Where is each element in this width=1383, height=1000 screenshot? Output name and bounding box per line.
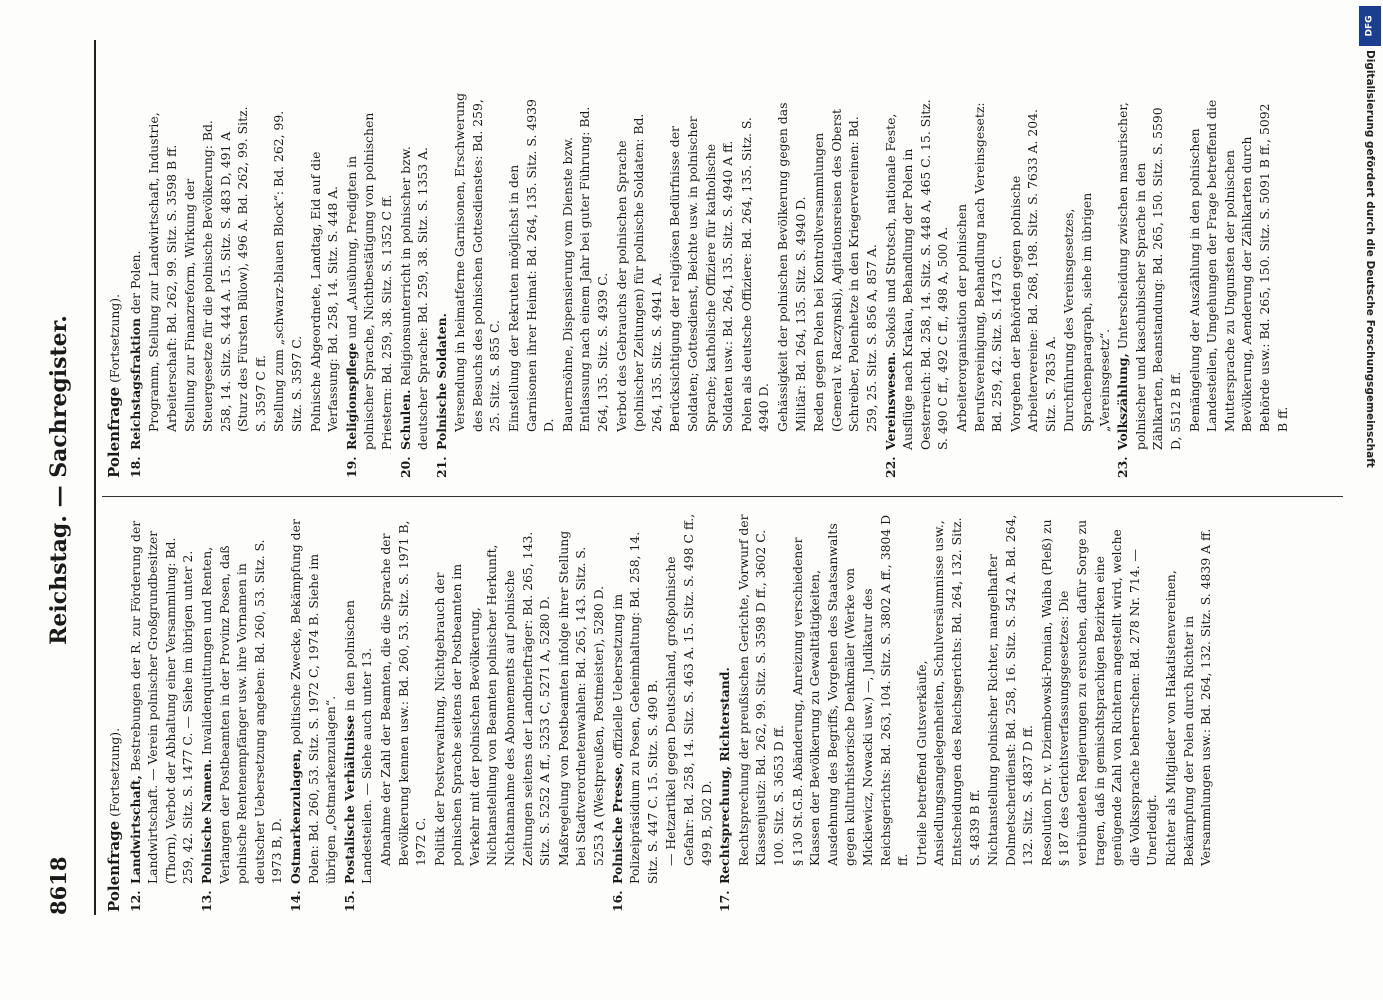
entry-text: Verbot des Gebrauchs der polnischen Sprache (polnischer Zeitungen) für polnische Soldaten: Bd. 264, 135. Sitz. S. 4941 A. xyxy=(613,113,664,432)
item-body xyxy=(882,93,1115,450)
entry-text: — Hetzartikel gegen Deutschland, großpolnische Gefahr: Bd. 258, 14. Sitz. S. 463 A. 15. Sitz. S. 498 C ff., 499 B, 502 D. xyxy=(663,513,714,866)
index-entry xyxy=(984,512,1037,884)
entry-title: Volkszählung, xyxy=(1115,353,1131,450)
entry-title: Postalische Verhältnisse xyxy=(341,714,357,884)
entry-text: und „Ausübung, Predigten in polnischer Sprache, Nichtbestätigung von polnischen Priestern: Bd. 259, 38. Sitz. S. 1352 C ff. xyxy=(343,112,394,450)
item-number: 12. xyxy=(127,890,143,912)
index-entry xyxy=(810,93,880,450)
entry-text: Stellung zum „schwarz-blauen Block“: Bd. 262, 99. Sitz. S. 3597 C. xyxy=(271,110,304,432)
index-entry xyxy=(1060,93,1113,450)
index-entry xyxy=(953,93,1006,450)
entry-list xyxy=(127,512,1216,912)
index-entry xyxy=(270,93,305,450)
item-number: 18. xyxy=(127,456,143,478)
column-divider xyxy=(102,496,1343,497)
item-number: 20. xyxy=(397,456,413,478)
index-entry xyxy=(431,512,554,884)
index-entry xyxy=(433,93,451,450)
entry-text: Reden gegen Polen bei Kontrollversammlungen (General v. Raczynski), Agitationsreisen des Oberst Schreiber, Polenhetze in den Kriegervereinen: Bd. 259, 25. Sitz. S. 856 A, 857 A. xyxy=(811,108,879,432)
entry-text: in den polnischen Landesteilen. — Siehe auch unter 13. xyxy=(341,600,375,884)
index-entry xyxy=(1007,93,1060,450)
entry-title: Schulen. xyxy=(397,389,413,450)
entry-title: Polnische Soldaten. xyxy=(433,313,449,450)
entry-title: Ostmarkenzulagen, xyxy=(287,748,303,884)
entry-text: Urteile betreffend Gutsverkäufe, Ansiedlungsangelegenheiten, Schulversäumnisse usw., Entscheidungen des Reichsgerichts: Bd. 264, 132. Sitz. S. 4839 B ff. xyxy=(913,517,982,866)
entry-text: § 130 St.G.B. Abänderung, Anreizung verschiedener Klassen der Bevölkerung zu Gewalttätigkeiten, Ausdehnung des Begriffs, Vorgehen des Staatsanwalts gegen kulturhistorische Denkmäler (Werke von Mickiewicz, Nowacki usw.) —, Judikatur des Reichsgerichts: Bd. 263, 104. Sitz. S. 3802 A ff., 3804 D ff. xyxy=(789,514,911,866)
dfg-logo xyxy=(1359,6,1381,46)
item-number: 19. xyxy=(343,456,359,478)
left-column xyxy=(106,512,1216,912)
index-entry xyxy=(774,93,809,450)
entry-text: Polnische Abgeordnete, Landtag, Eid auf die Verfassung: Bd. 258, 14. Sitz. S. 448 A. xyxy=(307,151,341,432)
index-entry xyxy=(181,93,269,450)
item-number: 14. xyxy=(287,890,303,912)
entry-text: Versendung in heimatferne Garnisonen, Erschwerung des Besuchs des polnischen Gottesdienstes: Bd. 259, 25. Sitz. S. 855 C. xyxy=(452,92,503,432)
head-continuation: (Fortsetzung). xyxy=(107,727,122,821)
index-item xyxy=(127,512,198,912)
entry-text: Bestrebungen der R. zur Förderung der Landwirtschaft. — Verein polnischer Großgrundbesitzer (Thorn), Verbot der Abhaltung einer Versammlung: Bd. 259, 42. Sitz. S. 1477 C. — Siehe im übrigen unter 2. xyxy=(127,520,196,884)
index-entry xyxy=(1114,93,1184,450)
entry-text: Abnahme der Zahl der Beamten, die die Sprache der Bevölkerung kennen usw.: Bd. 260, 53. Sitz. S. 1971 B, 1972 C. xyxy=(377,520,429,866)
index-entry xyxy=(735,512,788,884)
index-item xyxy=(198,512,287,912)
page-number: 8618 xyxy=(46,856,71,915)
entry-text: Stellung zur Finanzreform, Wirkung der Steuergesetze für die polnische Bevölkerung: Bd. 258, 14. Sitz. S. 444 A. 15. Sitz. S. 483 D, 491 A (Sturz des Fürsten Bülow), 496 A. Bd. 262, 99. Sitz. S. 3597 C ff. xyxy=(182,106,268,432)
index-entry xyxy=(451,93,504,450)
head-word: Polenfrage xyxy=(105,386,123,478)
running-title: Reichstag. — Sachregister. xyxy=(46,315,72,645)
index-entry xyxy=(127,93,145,450)
right-column xyxy=(106,93,1292,478)
index-entry xyxy=(127,512,197,884)
index-item xyxy=(397,93,433,478)
entry-text: Unterscheidung zwischen masurischer, polnischer und kaschubischer Sprache in den Zählkarten, Beanstandung: Bd. 265, 150. Sitz. S. 5590 D, 5512 B ff. xyxy=(1115,102,1184,450)
entry-text: Religionsunterricht in polnischer bzw. deutscher Sprache: Bd. 259, 38. Sitz. S. 1353 A. xyxy=(397,146,431,450)
index-entry xyxy=(609,512,662,884)
index-entry xyxy=(555,512,608,884)
item-number: 21. xyxy=(433,456,449,478)
index-item xyxy=(433,93,882,478)
index-entry xyxy=(789,512,912,884)
item-body xyxy=(341,512,609,884)
item-number: 13. xyxy=(198,890,214,912)
entry-text: Einstellung der Rekruten möglichst in den Garnisonen ihrer Heimat: Bd. 264, 135. Sitz. S. 4939 D. xyxy=(506,99,557,432)
item-number: 23. xyxy=(1115,456,1131,478)
item-body xyxy=(433,93,882,450)
index-entry xyxy=(343,93,396,450)
entry-title: Vereinswesen. xyxy=(882,351,898,450)
index-entry xyxy=(287,512,340,884)
item-body xyxy=(716,512,1216,884)
index-entry xyxy=(397,93,432,450)
entry-text: offizielle Uebersetzung im Polizeipräsidium zu Posen, Geheimhaltung: Bd. 258, 14. Sitz. S. 447 C. 15. Sitz. S. 490 B. xyxy=(609,531,660,884)
index-entry xyxy=(145,93,180,450)
entry-text: Arbeiterorganisation der polnischen Berufsvereinigung, Behandlung nach Vereinsgesetz: Bd. 259, 42. Sitz. S. 1473 C. xyxy=(953,102,1005,432)
entry-text: Polen als deutsche Offiziere: Bd. 264, 135. Sitz. S. 4940 D. xyxy=(738,117,772,432)
index-entry xyxy=(1162,512,1215,884)
index-entry xyxy=(1038,512,1161,884)
item-number: 16. xyxy=(609,890,625,912)
entry-title: Rechtsprechung, Richterstand. xyxy=(717,667,733,884)
item-number: 22. xyxy=(882,456,898,478)
header-rule xyxy=(94,40,96,915)
item-body xyxy=(609,512,717,884)
entry-title: Religionspflege xyxy=(343,342,359,450)
item-body xyxy=(397,93,433,450)
entry-title: Reichstagsfraktion xyxy=(127,318,143,450)
index-item xyxy=(716,512,1216,912)
item-number: 17. xyxy=(717,890,733,912)
index-item xyxy=(343,93,397,478)
item-body xyxy=(287,512,341,884)
index-entry xyxy=(666,93,736,450)
entry-text: Politik der Postverwaltung, Nichtgebrauch der polnischen Sprache seitens der Postbeamten im Verkehr mit der polnischen Bevölkerung, Nichtanstellung von Beamten polnischer Herkunft, Nichtannahme des Abonnements auf polnische Zeitungen seitens der Landbriefträger: Bd. 265, 143. Sitz. S. 5252 A ff., 5253 C, 5271 A, 5280 D. xyxy=(431,531,553,866)
item-body xyxy=(127,93,343,450)
entry-text: Vorgehen der Behörden gegen polnische Arbeitervereine: Bd. 268, 198. Sitz. S. 7633 A. 204. Sitz. S. 7835 A. xyxy=(1007,109,1058,432)
entry-text: Durchführung des Vereinsgesetzes, Sprachenparagraph, siehe im übrigen „Vereinsgesetz“. xyxy=(1061,192,1112,432)
index-entry xyxy=(613,93,666,450)
entry-title: Landwirtschaft, xyxy=(127,775,143,884)
page-header xyxy=(42,45,82,915)
entry-text: der Polen. xyxy=(127,250,143,319)
entry-text: Maßregelung von Postbeamten infolge ihrer Stellung bei Stadtverordnetenwahlen: Bd. 265, 143. Sitz. S. 5253 A (Westpreußen, Postmeister), 5280 D. xyxy=(555,530,607,866)
entry-text: Nichtanstellung polnischer Richter, mangelhafter Dolmetscherdienst: Bd. 258, 16. Sitz. S. 542 A. Bd. 264, 132. Sitz. S. 4837 D ff. xyxy=(985,514,1036,866)
index-entry xyxy=(882,93,952,450)
entry-list xyxy=(127,93,1293,478)
entry-title: Polnische Namen. xyxy=(198,758,214,884)
index-entry xyxy=(716,512,734,884)
index-entry xyxy=(505,93,558,450)
item-number: 15. xyxy=(341,890,357,912)
index-item xyxy=(341,512,609,912)
index-item xyxy=(287,512,341,912)
index-item xyxy=(127,93,343,478)
index-entry xyxy=(377,512,430,884)
item-body xyxy=(198,512,287,884)
index-entry xyxy=(913,512,983,884)
column-heading xyxy=(106,512,124,912)
entry-text: Programm, Stellung zur Landwirtschaft, Industrie, Arbeiterschaft: Bd. 262, 99. Sitz. S. 3598 B ff. xyxy=(146,112,179,432)
entry-text: Bauernsöhne, Dispensierung vom Dienste bzw. Entlassung nach einem Jahr bei guter Führung: Bd. 264, 135. Sitz. S. 4939 C. xyxy=(559,106,611,432)
entry-text: Richter als Mitglieder von Hakatistenvereinen, Bekämpfung der Polen durch Richter in Versammlungen usw.: Bd. 264, 132. Sitz. S. 4839 A ff. xyxy=(1163,528,1214,866)
item-body xyxy=(1114,93,1292,450)
item-body xyxy=(127,512,198,884)
entry-text: Berücksichtigung der religiösen Bedürfnisse der Soldaten; Gottesdienst, Beichte usw. in polnischer Sprache; katholische Offiziere für katholische Soldaten usw.: Bd. 264, 135. Sitz. S. 4940 A ff. xyxy=(667,116,736,432)
index-entry xyxy=(341,512,376,884)
entry-text: Sokols und Strotsch, nationale Feste, Ausflüge nach Krakau, Behandlung der Polen in Oesterreich: Bd. 258, 14. Sitz. S. 448 A, 465 C. 15. Sitz. S. 490 C ff., 492 C ff., 498 A, 500 A. xyxy=(882,99,951,450)
index-entry xyxy=(198,512,286,884)
item-body xyxy=(343,93,397,450)
digitization-note-text: Digitalisierung gefördert durch die Deutsche Forschungsgemeinschaft xyxy=(1364,50,1376,468)
entry-text: politische Zwecke, Bekämpfung der Polen: Bd. 260, 53. Sitz. S. 1972 C, 1974 B. Siehe im übrigen „Ostmarkenzulagen“. xyxy=(287,519,339,884)
index-entry xyxy=(559,93,612,450)
entry-text: Resolution Dr. v. Dziembowski-Pomian, Waiba (Pleß) zu § 187 des Gerichtsverfassungsgesetzes: Die verbündeten Regierungen zu ersuchen, dafür Sorge zu tragen, daß in gemischtsprachigen Bezirken eine genügende Zahl von Richtern angestellt wird, welche die Volkssprache beherrschen: Bd. 278 Nr. 714. — Unerledigt. xyxy=(1038,519,1160,866)
index-item xyxy=(882,93,1115,478)
entry-text: Invalidenquittungen und Renten, Verlangen der Postbeamten in der Provinz Posen, daß polnische Rentenempfänger usw. ihre Vornamen in deutscher Uebersetzung angeben: Bd. 260, 53. Sitz. S. 1973 B, D. xyxy=(198,539,285,884)
index-entry xyxy=(307,93,342,450)
entry-text: Rechtsprechung der preußischen Gerichte, Vorwurf der Klassenjustiz: Bd. 262, 99. Sitz. S. 3598 D ff., 3602 C. 100. Sitz. S. 3653 D ff. xyxy=(735,514,786,866)
column-heading xyxy=(106,93,124,478)
entry-text: Gehässigkeit der polnischen Bevölkerung gegen das Militär: Bd. 264, 135. Sitz. S. 4940 D. xyxy=(774,102,808,432)
index-entry xyxy=(738,93,773,450)
digitization-note xyxy=(1359,50,1381,950)
index-item xyxy=(609,512,717,912)
dfg-logo-text: DFG xyxy=(1364,15,1375,37)
index-entry xyxy=(662,512,715,884)
head-word: Polenfrage xyxy=(105,820,123,912)
entry-text: Bemängelung der Auszählung in den polnischen Landesteilen, Umgehungen der Frage betreffend die Muttersprache zu Ungunsten der polnischen Bevölkerung, Aenderung der Zählkarten durch Behörde usw.: Bd. 265, 150. Sitz. S. 5091 B ff., 5092 B ff. xyxy=(1186,99,1290,432)
index-entry xyxy=(1186,93,1292,450)
entry-title: Polnische Presse, xyxy=(609,762,625,884)
head-continuation: (Fortsetzung). xyxy=(107,293,122,387)
index-item xyxy=(1114,93,1292,478)
